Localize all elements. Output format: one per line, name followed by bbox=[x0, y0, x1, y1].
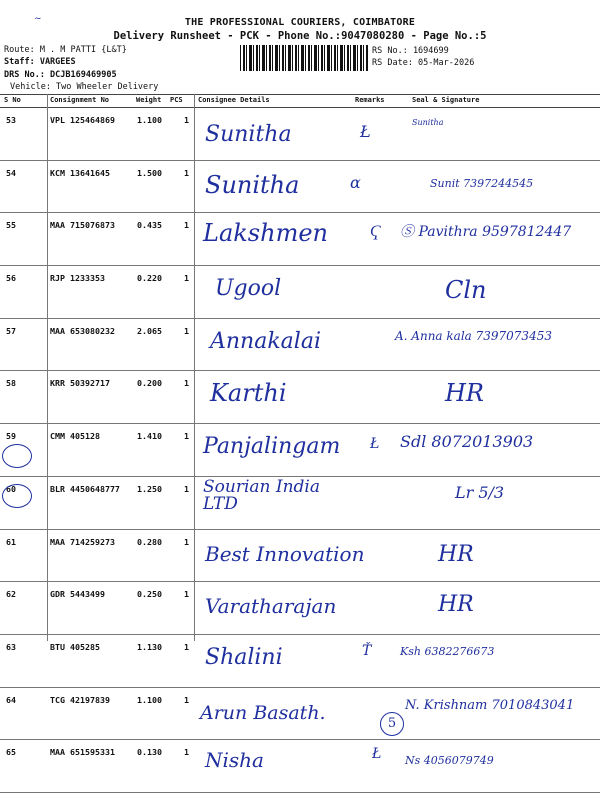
row-pcs: 1 bbox=[184, 483, 189, 494]
column-divider bbox=[47, 94, 48, 641]
signature-handwriting: Sunit 7397244545 bbox=[430, 176, 534, 190]
row-pcs: 1 bbox=[184, 325, 189, 336]
signature-handwriting: Lr 5/3 bbox=[455, 482, 505, 502]
col-sno: S No bbox=[4, 96, 21, 104]
row-consignment: TCG 42197839 bbox=[50, 694, 110, 705]
row-weight: 2.065 bbox=[137, 325, 162, 336]
barcode bbox=[240, 45, 368, 71]
row-sno: 64 bbox=[6, 694, 16, 705]
remarks-handwriting: Ł bbox=[360, 122, 371, 141]
rs-date: RS Date: 05-Mar-2026 bbox=[372, 58, 475, 68]
row-weight: 1.410 bbox=[137, 431, 162, 442]
col-consignee: Consignee Details bbox=[198, 96, 270, 104]
row-weight: 1.500 bbox=[137, 167, 162, 178]
consignee-handwriting: Ugool bbox=[215, 276, 282, 302]
row-consignment: RJP 1233353 bbox=[50, 273, 105, 284]
row-consignment: BTU 405285 bbox=[50, 641, 100, 652]
table-row bbox=[0, 477, 600, 530]
vehicle-label: Vehicle: Two Wheeler Delivery bbox=[10, 82, 159, 92]
ink-circle bbox=[2, 484, 32, 508]
row-sno: 63 bbox=[6, 641, 16, 652]
row-sno: 62 bbox=[6, 589, 16, 600]
table-row bbox=[0, 213, 600, 266]
runsheet-subtitle: Delivery Runsheet - PCK - Phone No.:9047080280 - Page No.:5 bbox=[113, 30, 487, 42]
consignee-handwriting: Sunitha bbox=[205, 122, 292, 147]
table-row bbox=[0, 530, 600, 583]
row-consignment: MAA 653080232 bbox=[50, 325, 115, 336]
company-title: THE PROFESSIONAL COURIERS, COIMBATORE bbox=[184, 17, 416, 28]
signature-handwriting: A. Anna kala 7397073453 bbox=[395, 328, 552, 343]
col-weight: Weight bbox=[136, 96, 162, 104]
runsheet-table bbox=[0, 94, 600, 793]
row-pcs: 1 bbox=[184, 273, 189, 284]
signature-handwriting: Ⓢ Pavithra 9597812447 bbox=[400, 224, 572, 241]
row-sno: 59 bbox=[6, 431, 16, 442]
row-sno: 65 bbox=[6, 747, 16, 758]
signature-handwriting: N. Krishnam 7010843041 bbox=[405, 697, 575, 713]
row-weight: 0.130 bbox=[137, 747, 162, 758]
table-row bbox=[0, 688, 600, 741]
remarks-handwriting: ɑ bbox=[350, 172, 361, 192]
table-header bbox=[0, 94, 600, 108]
signature-handwriting: Ns 4056079749 bbox=[405, 754, 494, 768]
signature-handwriting: Cln bbox=[445, 276, 487, 305]
route-label: Route: M . M PATTI {L&T} bbox=[4, 45, 127, 55]
table-row bbox=[0, 266, 600, 319]
consignee-handwriting: Karthi bbox=[210, 379, 287, 408]
table-row bbox=[0, 371, 600, 424]
table-row bbox=[0, 740, 600, 793]
row-weight: 0.250 bbox=[137, 589, 162, 600]
row-sno: 61 bbox=[6, 536, 16, 547]
row-pcs: 1 bbox=[184, 378, 189, 389]
signature-handwriting: HR bbox=[438, 592, 474, 618]
consignee-handwriting: Annakalai bbox=[210, 328, 321, 354]
row-consignment: KCM 13641645 bbox=[50, 167, 110, 178]
remarks-handwriting: Ҁ bbox=[370, 221, 381, 241]
table-row bbox=[0, 161, 600, 214]
row-consignment: GDR 5443499 bbox=[50, 589, 105, 600]
row-weight: 1.250 bbox=[137, 483, 162, 494]
consignee-handwriting: Nisha bbox=[205, 748, 264, 773]
row-pcs: 1 bbox=[184, 536, 189, 547]
consignee-handwriting: Arun Basath. bbox=[200, 701, 326, 724]
consignee-handwriting: Lakshmen bbox=[203, 219, 328, 248]
row-consignment: CMM 405128 bbox=[50, 431, 100, 442]
table-row bbox=[0, 635, 600, 688]
remarks-handwriting: Ł bbox=[370, 436, 380, 453]
row-pcs: 1 bbox=[184, 220, 189, 231]
col-pcs: PCS bbox=[170, 96, 183, 104]
signature-handwriting: HR bbox=[445, 379, 484, 408]
row-weight: 0.280 bbox=[137, 536, 162, 547]
col-seal: Seal & Signature bbox=[412, 96, 480, 104]
row-pcs: 1 bbox=[184, 694, 189, 705]
drs-number: DRS No.: DCJB169469905 bbox=[4, 70, 117, 80]
row-weight: 1.100 bbox=[137, 694, 162, 705]
row-weight: 0.200 bbox=[137, 378, 162, 389]
row-weight: 0.435 bbox=[137, 220, 162, 231]
signature-handwriting: HR bbox=[438, 541, 474, 567]
signature-handwriting: Sunitha bbox=[412, 118, 444, 127]
row-sno: 54 bbox=[6, 167, 16, 178]
col-consignment: Consignment No bbox=[50, 96, 110, 104]
row-consignment: MAA 651595331 bbox=[50, 747, 115, 758]
staff-label: Staff: VARGEES bbox=[4, 57, 76, 67]
row-sno: 53 bbox=[6, 115, 16, 125]
row-sno: 55 bbox=[6, 220, 16, 231]
column-divider bbox=[194, 94, 195, 641]
consignee-handwriting: Best Innovation bbox=[205, 541, 365, 566]
row-sno: 56 bbox=[6, 273, 16, 284]
consignee-handwriting: Varatharajan bbox=[205, 594, 337, 619]
remarks-handwriting: Ť bbox=[362, 642, 372, 659]
row-weight: 1.100 bbox=[137, 115, 162, 125]
row-consignment: KRR 50392717 bbox=[50, 378, 110, 389]
row-weight: 0.220 bbox=[137, 273, 162, 284]
remarks-handwriting: Ł bbox=[372, 746, 382, 763]
consignee-handwriting: Sourian India LTD bbox=[203, 476, 320, 514]
consignee-handwriting: Shalini bbox=[205, 644, 283, 670]
row-pcs: 1 bbox=[184, 431, 189, 442]
row-consignment: MAA 715076873 bbox=[50, 220, 115, 231]
row-pcs: 1 bbox=[184, 115, 189, 125]
rs-number: RS No.: 1694699 bbox=[372, 46, 449, 56]
row-pcs: 1 bbox=[184, 747, 189, 758]
row-pcs: 1 bbox=[184, 589, 189, 600]
table-row bbox=[0, 319, 600, 372]
table-body bbox=[0, 108, 600, 793]
row-consignment: MAA 714259273 bbox=[50, 536, 115, 547]
table-row bbox=[0, 424, 600, 477]
row-sno: 57 bbox=[6, 325, 16, 336]
signature-handwriting: Ksh 6382276673 bbox=[400, 644, 495, 658]
row-pcs: 1 bbox=[184, 167, 189, 178]
table-row bbox=[0, 582, 600, 635]
row-sno: 58 bbox=[6, 378, 16, 389]
row-consignment: VPL 125464869 bbox=[50, 115, 115, 125]
row-sno: 60 bbox=[6, 483, 16, 494]
consignee-handwriting: Panjalingam bbox=[203, 434, 341, 460]
row-pcs: 1 bbox=[184, 641, 189, 652]
consignee-handwriting: Sunitha bbox=[205, 170, 300, 199]
ink-circle bbox=[2, 444, 32, 468]
row-consignment: BLR 4450648777 bbox=[50, 483, 120, 494]
row-weight: 1.130 bbox=[137, 641, 162, 652]
signature-handwriting: Sdl 8072013903 bbox=[400, 432, 534, 452]
col-remarks: Remarks bbox=[355, 96, 385, 104]
ink-tick-mark: ~ bbox=[34, 14, 42, 24]
table-row bbox=[0, 108, 600, 161]
circled-page-number: 5 bbox=[380, 712, 404, 736]
